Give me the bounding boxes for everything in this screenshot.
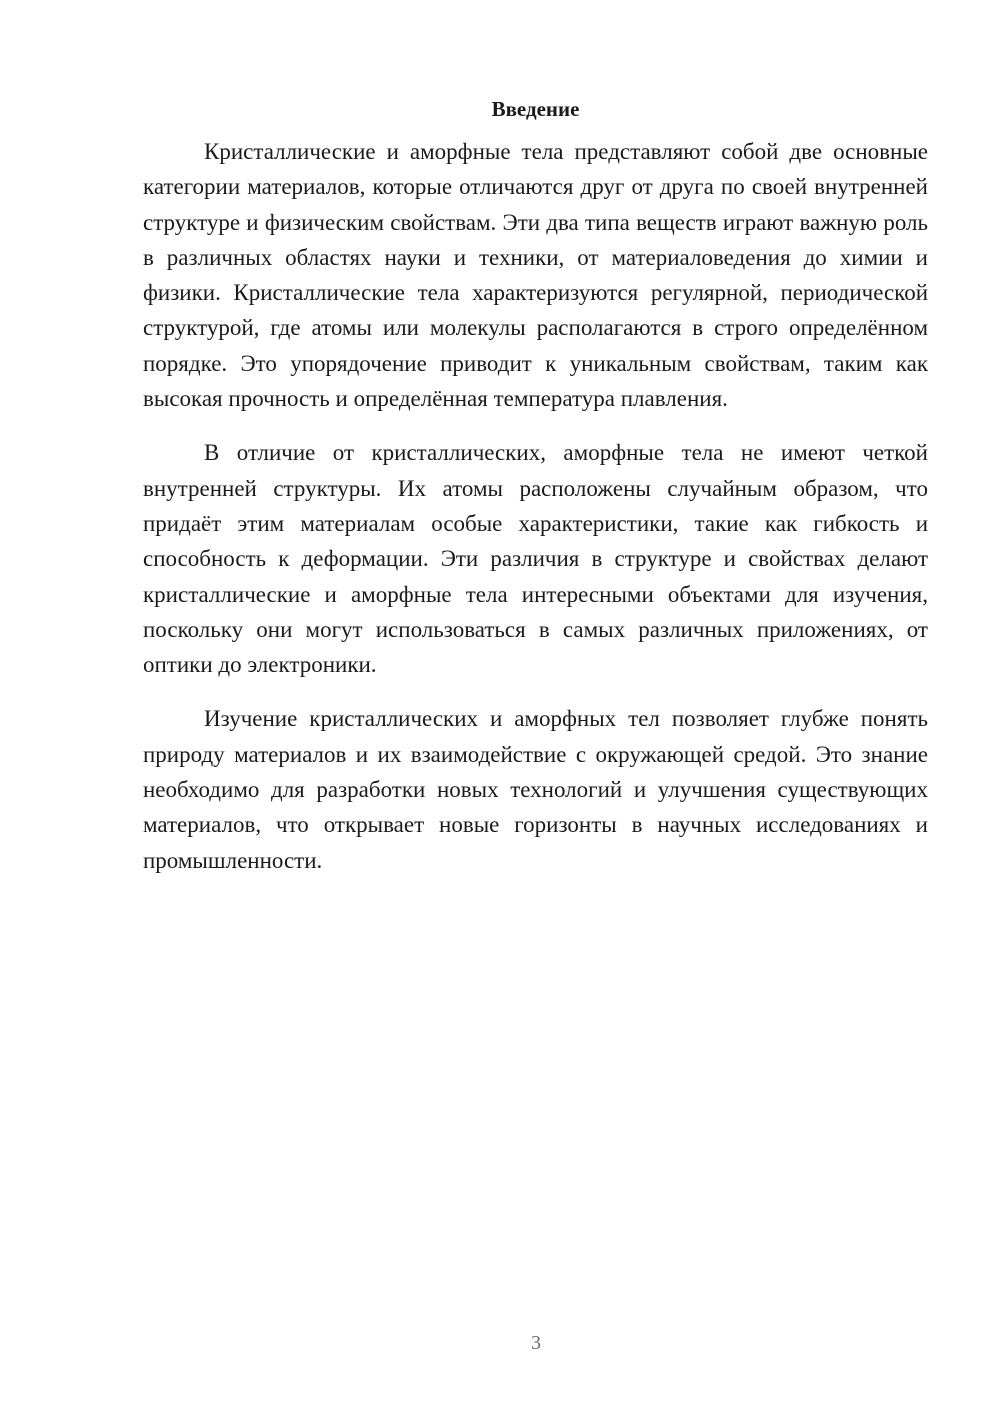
paragraph-2: В отличие от кристаллических, аморфные тела не имеют четкой внутренней структуры. Их атомы расположены случайным образом, что придаёт этим материалам особые характеристики, такие как гибкость и способность к деформации. Эти различия в структуре и свойствах делают кристаллические и аморфные тела интересными объектами для изучения, поскольку они могут использоваться в самых различных приложениях, от оптики до электроники. <box>143 440 928 678</box>
paragraph-1: Кристаллические и аморфные тела представляют собой две основные категории материалов, которые отличаются друг от друга по своей внутренней структуре и физическим свойствам. Эти два типа веществ играют важную роль в различных областях науки и техники, от материаловедения до химии и физики. Кристаллические тела характеризуются регулярной, периодической структурой, где атомы или молекулы располагаются в строго определённом порядке. Это упорядочение приводит к уникальным свойствам, таким как высокая прочность и определённая температура плавления. <box>143 139 928 412</box>
page-number: 3 <box>531 1332 541 1354</box>
section-title: Введение <box>491 97 580 121</box>
paragraph-3: Изучение кристаллических и аморфных тел позволяет глубже понять природу материалов и их взаимодействие с окружающей средой. Это знание необходимо для разработки новых технологий и улучшения существующих материалов, что открывает новые горизонты в научных исследованиях и промышленности. <box>143 706 928 873</box>
document-body <box>143 92 928 878</box>
